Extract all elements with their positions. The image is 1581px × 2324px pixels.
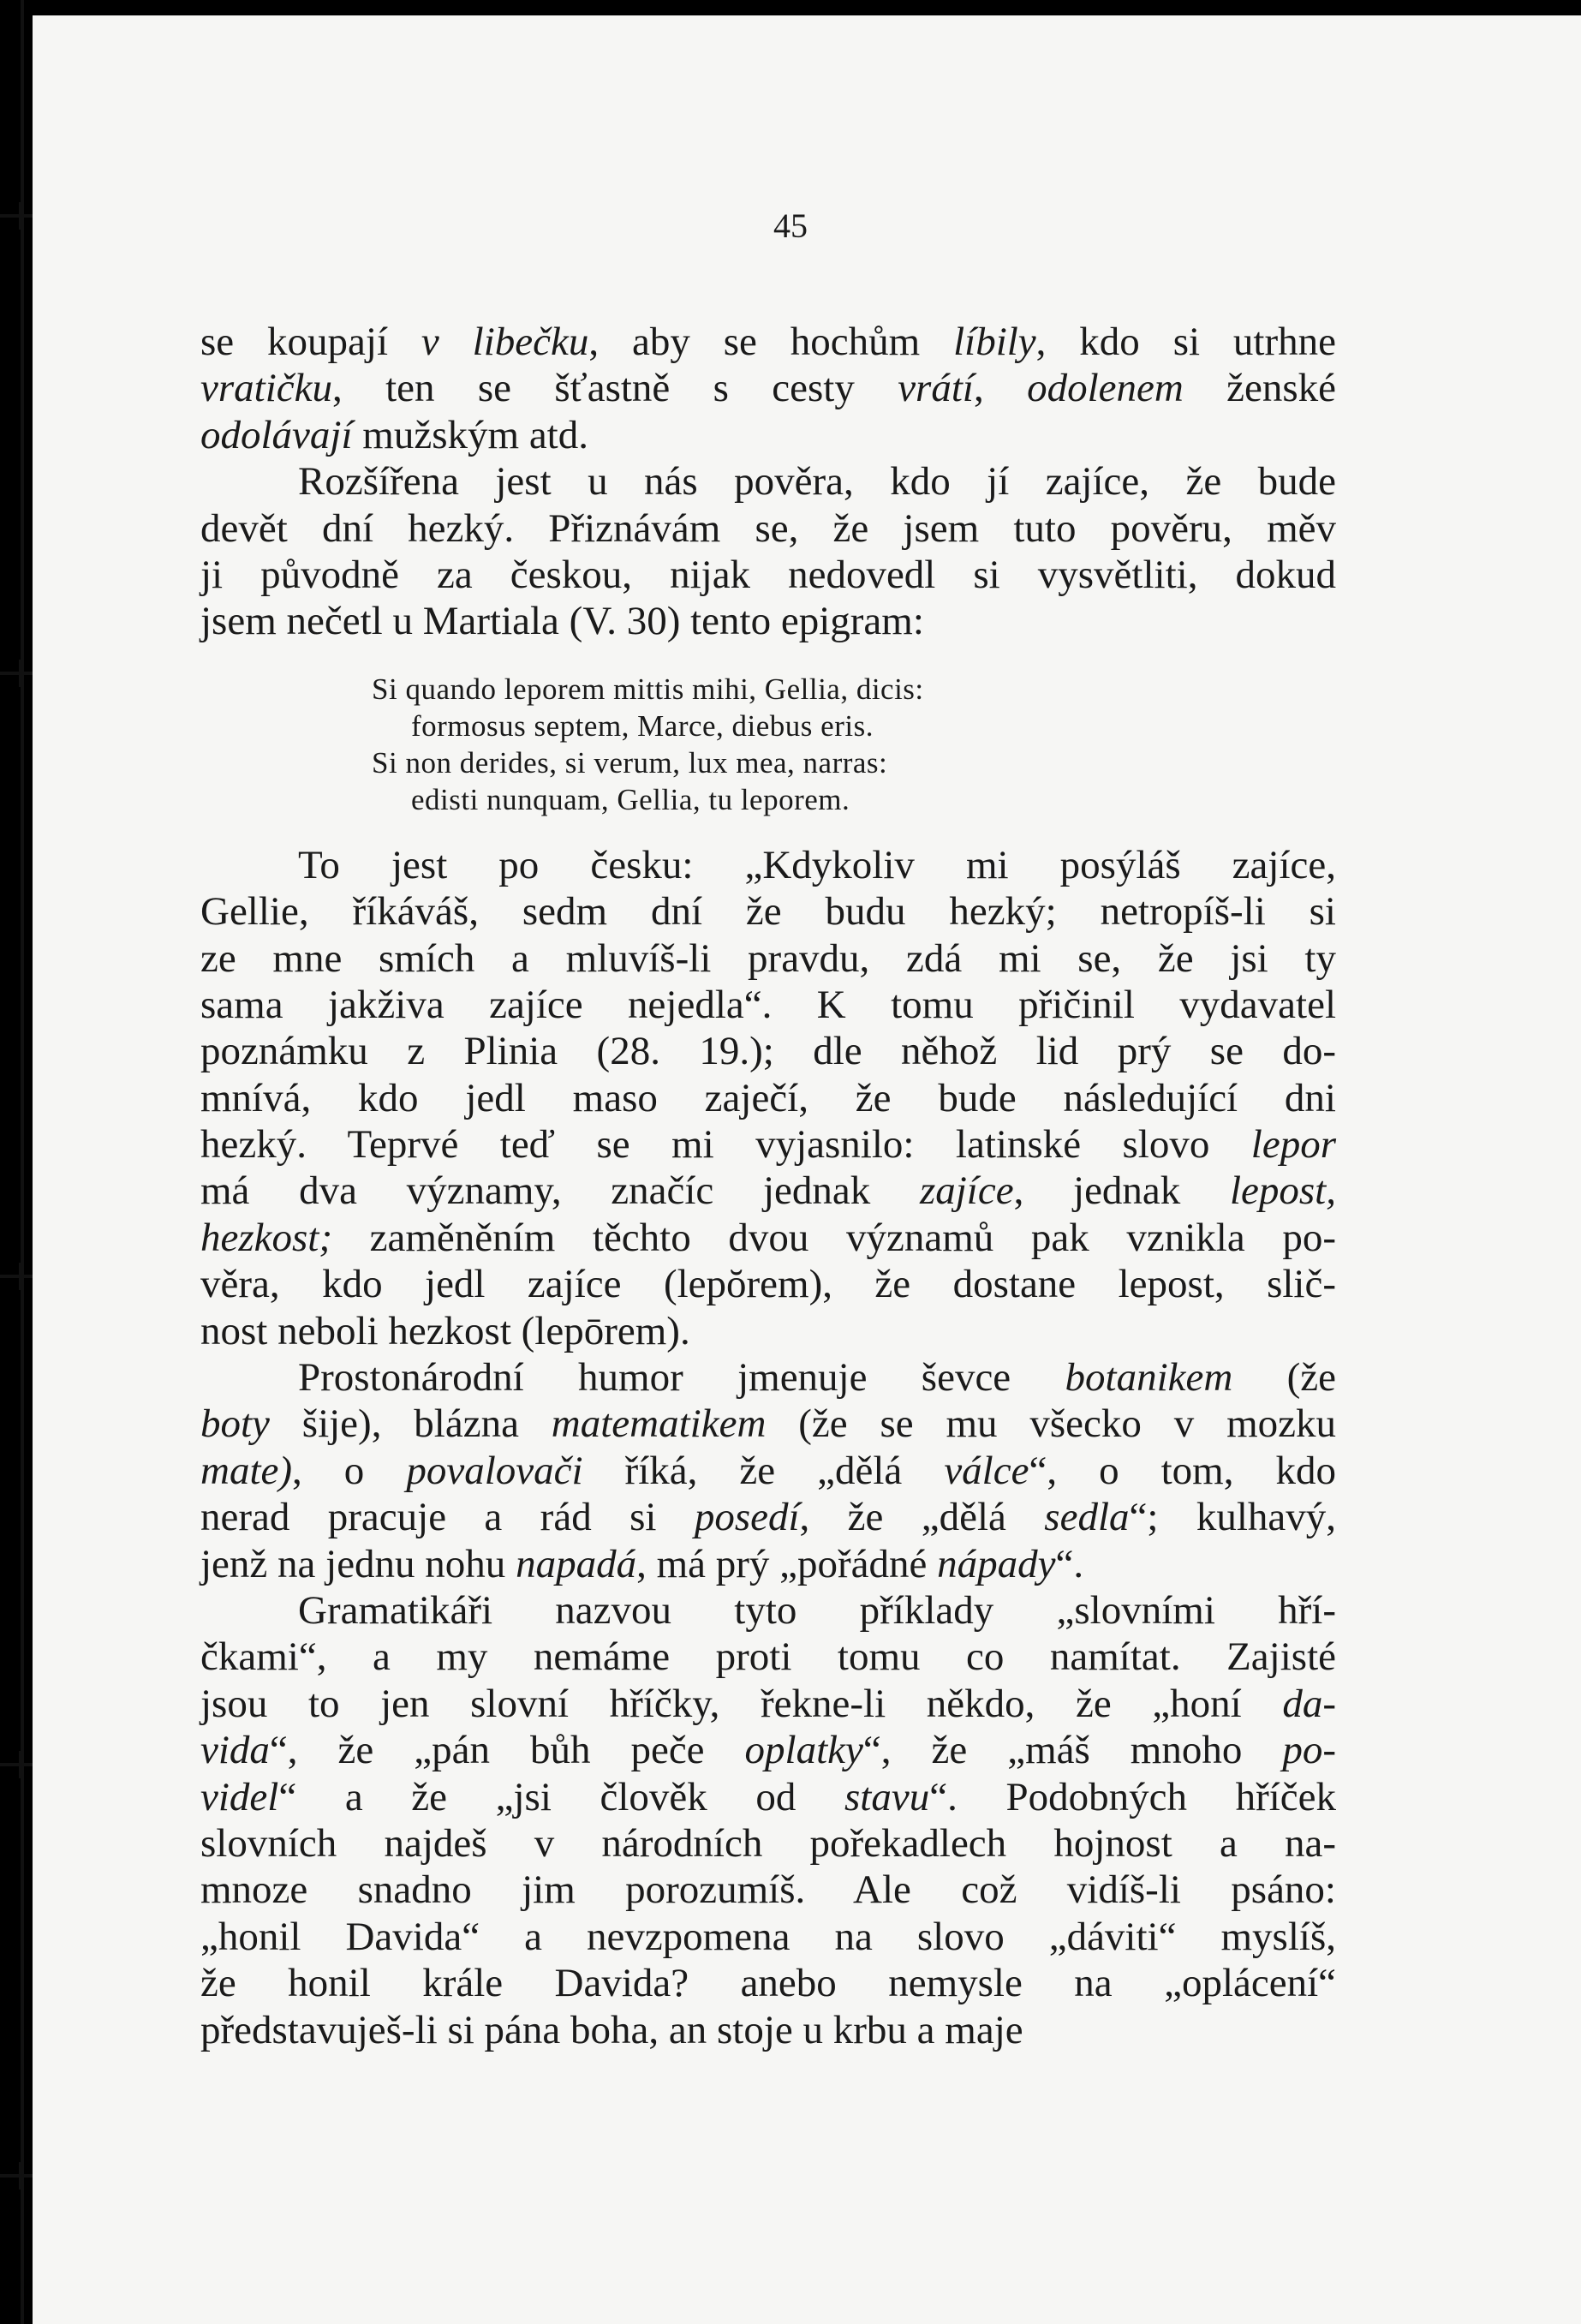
text-line: ze mne smích a mluvíš-li pravdu, zdá mi se, že jsi ty [200,935,1336,981]
body-text [200,319,1336,2053]
text-line: čkami“, a my nemáme proti tomu co namítat. Zajisté [200,1634,1336,1680]
text-line: jsem nečetl u Martiala (V. 30) tento epigram: [200,599,924,644]
text-line: hezký. Teprvé teď se mi vyjasnilo: latinské slovo lepor [200,1122,1336,1168]
text-line: vratičku, ten se šťastně s cesty vrátí, odolenem ženské [200,366,1337,411]
text-line: ji původně za českou, nijak nedovedl si vysvětliti, dokud [200,552,1336,597]
text-line: nerad pracuje a rád si posedí, že „dělá sedla“; kulhavý, [200,1495,1336,1540]
epigram-verse [200,671,1336,818]
text-line: nost neboli hezkost (lepōrem). [200,1308,690,1353]
page-number: 45 [773,206,808,245]
text-line: Prostonárodní humor jmenuje ševce botanikem (že [298,1355,1336,1401]
text-line: mate), o povalovači říká, že „dělá válce“, o tom, kdo [200,1448,1337,1493]
text-line: věra, kdo jedl zajíce (lepŏrem), že dostane lepost, slič- [200,1262,1336,1307]
verse-line: edisti nunquam, Gellia, tu leporem. [411,782,850,816]
verse-line: formosus septem, Marce, diebus eris. [411,708,874,743]
text-line: jenž na jednu nohu napadá, má prý „pořádné nápady“. [200,1541,1084,1586]
text-line: odolávají mužským atd. [200,412,588,457]
text-line: jsou to jen slovní hříčky, řekne-li někdo, že „honí da- [200,1681,1336,1726]
text-line: mnívá, kdo jedl maso zaječí, že bude následující dni [200,1075,1336,1120]
binding-line [21,0,24,2324]
text-line: že honil krále Davida? anebo nemysle na „oplácení“ [200,1961,1336,2006]
text-line: představuješ-li si pána boha, an stoje u krbu a maje [200,2007,1023,2052]
text-line: má dva významy, značíc jednak zajíce, jednak lepost, [200,1168,1336,1214]
text-line: „honil Davida“ a nevzpomena na slovo „dáviti“ myslíš, [200,1914,1336,1959]
verse-line: Si quando leporem mittis mihi, Gellia, dicis: [372,672,924,706]
text-line: devět dní hezký. Přiznávám se, že jsem tuto pověru, měv [200,505,1336,551]
text-line: se koupají v libečku, aby se hochům líbily, kdo si utrhne [200,320,1336,364]
text-line: Gramatikáři nazvou tyto příklady „slovními hří- [298,1587,1336,1633]
paragraph-2 [200,842,1336,2053]
text-line: mnoze snadno jim porozumíš. Ale což vidíš-li psáno: [200,1867,1336,1913]
verse-line: Si non derides, si verum, lux mea, narras: [372,745,888,780]
text-line: poznámku z Plinia (28. 19.); dle něhož lid prý se do- [200,1029,1336,1074]
text-line: Rozšířena jest u nás pověra, kdo jí zajíce, že bude [298,459,1336,505]
text-line: videl“ a že „jsi člověk od stavu“. Podobných hříček [200,1774,1336,1819]
text-line: vida“, že „pán bůh peče oplatky“, že „máš mnoho po- [200,1728,1336,1773]
text-line: boty šije), blázna matematikem (že se mu všecko v mozku [200,1401,1337,1447]
text-line: Gellie, říkáváš, sedm dní že budu hezký; netropíš-li si [200,889,1336,935]
text-line: hezkost; zaměněním těchto dvou významů pak vznikla po- [200,1215,1336,1260]
text-line: To jest po česku: „Kdykoliv mi posýláš zajíce, [298,842,1336,887]
paragraph-1 [200,319,1336,645]
text-line: slovních najdeš v národních pořekadlech hojnost a na- [200,1820,1336,1866]
text-line: sama jakživa zajíce nejedla“. K tomu přičinil vydavatel [200,982,1336,1027]
